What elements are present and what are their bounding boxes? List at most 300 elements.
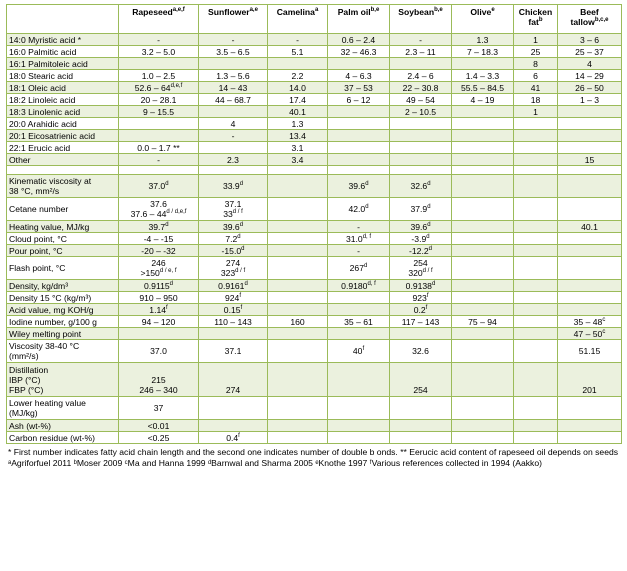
table-cell xyxy=(558,245,622,257)
column-header-ref: e xyxy=(491,7,495,14)
column-header-ref: b,e xyxy=(434,7,443,14)
cell-text: 37.0 xyxy=(148,181,166,191)
row-label xyxy=(7,175,119,198)
table-cell xyxy=(514,106,558,118)
cell-text: 160 xyxy=(290,316,305,327)
cell-text: 20:0 Arahidic acid xyxy=(9,118,77,129)
table-cell xyxy=(452,166,514,175)
column-header-ref: a,e,f xyxy=(172,7,185,14)
cell-text: Cloud point, °C xyxy=(9,233,67,244)
table-cell xyxy=(514,304,558,316)
column-header-ref: b,c,e xyxy=(594,17,609,24)
table-row xyxy=(7,70,622,82)
table-cell xyxy=(452,142,514,154)
table-cell xyxy=(268,363,328,397)
cell-text: 15 xyxy=(584,154,595,165)
table-cell xyxy=(452,304,514,316)
table-cell xyxy=(452,94,514,106)
table-cell xyxy=(514,34,558,46)
cell-text: 51.15 xyxy=(578,346,601,356)
cell-ref: d xyxy=(241,245,245,252)
table-cell xyxy=(199,340,268,363)
cell-ref: d xyxy=(365,181,369,188)
table-cell xyxy=(199,70,268,82)
table-cell xyxy=(390,420,452,432)
table-cell xyxy=(514,340,558,363)
cell-text: 0.6 – 2.4 xyxy=(341,34,376,45)
cell-text: 42.0 xyxy=(348,204,366,214)
table-cell xyxy=(558,106,622,118)
cell-text: 37 xyxy=(153,403,164,413)
cell-text: 2.4 – 6 xyxy=(407,70,434,81)
cell-text: 41 xyxy=(530,82,541,93)
table-row xyxy=(7,363,622,397)
row-label xyxy=(7,94,119,106)
cell-text: 924 xyxy=(224,292,240,303)
table-cell xyxy=(390,198,452,221)
column-header-0 xyxy=(7,5,119,34)
table-cell xyxy=(119,292,199,304)
table-cell xyxy=(199,175,268,198)
table-cell xyxy=(119,397,199,420)
cell-text: 7 – 18.3 xyxy=(466,46,499,57)
table-cell xyxy=(268,257,328,280)
table-cell xyxy=(328,340,390,363)
row-label xyxy=(7,233,119,245)
cell-text: 4 xyxy=(587,58,592,69)
cell-ref: f xyxy=(239,292,241,299)
cell-ref: d xyxy=(426,233,430,240)
cell-text: 16:0 Palmitic acid xyxy=(9,46,77,57)
cell-ref: d xyxy=(427,221,431,228)
cell-ref: f xyxy=(426,292,429,299)
table-cell xyxy=(558,118,622,130)
cell-text: Carbon residue (wt-%) xyxy=(9,432,95,443)
table-row xyxy=(7,316,622,328)
table-cell xyxy=(199,94,268,106)
table-cell xyxy=(452,118,514,130)
table-cell xyxy=(452,175,514,198)
table-cell xyxy=(558,233,622,245)
table-cell xyxy=(328,166,390,175)
cell-text: 32.6 xyxy=(412,346,429,356)
table-cell xyxy=(199,130,268,142)
column-header-6 xyxy=(452,5,514,34)
table-cell xyxy=(328,58,390,70)
cell-text: 1.0 – 2.5 xyxy=(141,70,176,81)
table-cell xyxy=(199,118,268,130)
cell-ref: d xyxy=(431,280,436,287)
column-header-label: Camelina xyxy=(276,7,315,17)
table-cell xyxy=(452,328,514,340)
table-cell xyxy=(514,257,558,280)
table-body xyxy=(7,34,622,444)
cell-text: 5.1 xyxy=(291,46,304,57)
table-cell xyxy=(390,432,452,444)
row-label xyxy=(7,154,119,166)
cell-text: - xyxy=(357,245,360,256)
table-cell xyxy=(452,245,514,257)
table-cell xyxy=(328,46,390,58)
cell-text: Density 15 °C (kg/m³) xyxy=(9,292,92,303)
table-cell xyxy=(452,292,514,304)
table-cell xyxy=(514,198,558,221)
table-cell xyxy=(328,175,390,198)
table-row xyxy=(7,118,622,130)
table-cell xyxy=(452,198,514,221)
table-cell xyxy=(452,316,514,328)
table-cell xyxy=(390,316,452,328)
table-cell xyxy=(558,221,622,233)
table-row xyxy=(7,82,622,94)
table-cell xyxy=(390,175,452,198)
cell-text: Acid value, mg KOH/g xyxy=(9,304,94,315)
table-cell xyxy=(119,221,199,233)
table-cell xyxy=(514,70,558,82)
cell-text: 18 xyxy=(530,94,541,105)
cell-ref: d,e,f xyxy=(170,82,183,89)
table-cell xyxy=(328,154,390,166)
table-row xyxy=(7,257,622,280)
table-row xyxy=(7,245,622,257)
table-cell xyxy=(514,166,558,175)
cell-text: 6 xyxy=(533,70,538,81)
table-row xyxy=(7,304,622,316)
column-header-5 xyxy=(390,5,452,34)
table-cell xyxy=(558,34,622,46)
cell-text: 201 xyxy=(582,384,597,395)
properties-table-wrap xyxy=(6,4,621,469)
table-cell xyxy=(328,292,390,304)
cell-ref: d, f xyxy=(367,280,376,287)
cell-text: 31.0 xyxy=(345,233,363,244)
table-cell xyxy=(390,82,452,94)
table-cell xyxy=(119,328,199,340)
table-cell xyxy=(119,175,199,198)
table-cell xyxy=(328,280,390,292)
table-row xyxy=(7,34,622,46)
table-cell xyxy=(390,58,452,70)
cell-text: 25 xyxy=(530,46,541,57)
row-label xyxy=(7,257,119,280)
table-cell xyxy=(452,221,514,233)
table-row xyxy=(7,154,622,166)
cell-text: Pour point, °C xyxy=(9,245,63,256)
cell-text: 1.3 xyxy=(291,118,304,129)
table-cell xyxy=(119,198,199,221)
table-cell xyxy=(199,142,268,154)
table-cell xyxy=(452,420,514,432)
table-cell xyxy=(268,118,328,130)
table-cell xyxy=(328,432,390,444)
table-cell xyxy=(328,70,390,82)
table-cell xyxy=(119,130,199,142)
cell-text: Heating value, MJ/kg xyxy=(9,221,90,232)
cell-text: 910 – 950 xyxy=(139,292,178,303)
cell-ref: d xyxy=(364,263,368,270)
table-cell xyxy=(199,363,268,397)
cell-ref: d xyxy=(165,181,169,188)
table-cell xyxy=(328,34,390,46)
cell-text: 246 >150 xyxy=(140,258,166,278)
table-cell xyxy=(514,221,558,233)
table-cell xyxy=(199,233,268,245)
row-label xyxy=(7,166,119,175)
table-cell xyxy=(390,142,452,154)
table-cell xyxy=(558,420,622,432)
cell-ref: d xyxy=(169,280,173,287)
table-cell xyxy=(558,328,622,340)
table-cell xyxy=(390,94,452,106)
row-label xyxy=(7,340,119,363)
cell-text: 4 – 6.3 xyxy=(345,70,372,81)
table-cell xyxy=(514,397,558,420)
cell-text: 20 – 28.1 xyxy=(140,94,177,105)
cell-text: -12.2 xyxy=(409,245,429,256)
cell-text: 1.3 xyxy=(476,34,489,45)
cell-text: 14.0 xyxy=(289,82,306,93)
cell-text: - xyxy=(157,34,160,45)
table-cell xyxy=(268,70,328,82)
column-header-label: Beef tallow xyxy=(570,7,599,27)
cell-ref: d xyxy=(427,181,431,188)
table-cell xyxy=(452,397,514,420)
cell-text: Other xyxy=(9,154,31,165)
table-cell xyxy=(452,70,514,82)
table-cell xyxy=(452,130,514,142)
table-cell xyxy=(119,304,199,316)
table-row xyxy=(7,292,622,304)
table-cell xyxy=(452,46,514,58)
table-cell xyxy=(119,142,199,154)
cell-text: 0.15 xyxy=(223,304,241,315)
table-cell xyxy=(390,340,452,363)
table-cell xyxy=(268,420,328,432)
table-cell xyxy=(199,292,268,304)
cell-text: 49 – 54 xyxy=(406,94,435,105)
row-label xyxy=(7,106,119,118)
cell-text: -20 – -32 xyxy=(141,245,176,256)
table-cell xyxy=(268,397,328,420)
column-header-3 xyxy=(268,5,328,34)
table-cell xyxy=(390,46,452,58)
table-cell xyxy=(514,420,558,432)
table-cell xyxy=(328,420,390,432)
table-cell xyxy=(558,304,622,316)
table-cell xyxy=(199,106,268,118)
column-header-ref: b,e xyxy=(370,7,380,14)
table-cell xyxy=(558,46,622,58)
table-cell xyxy=(119,166,199,175)
cell-text: 0.4 xyxy=(226,432,239,443)
column-header-label: Soybean xyxy=(398,7,435,17)
cell-text: 18:0 Stearic acid xyxy=(9,70,74,81)
table-cell xyxy=(199,58,268,70)
column-header-ref: a xyxy=(314,7,319,14)
cell-text: 110 – 143 xyxy=(214,316,252,327)
row-label xyxy=(7,82,119,94)
table-cell xyxy=(268,292,328,304)
table-cell xyxy=(268,233,328,245)
table-row xyxy=(7,106,622,118)
cell-ref: d, f xyxy=(362,233,372,240)
cell-text: 25 – 37 xyxy=(575,46,604,57)
table-cell xyxy=(328,82,390,94)
table-row xyxy=(7,420,622,432)
table-cell xyxy=(328,221,390,233)
table-row xyxy=(7,130,622,142)
cell-text: 40 xyxy=(352,346,363,356)
cell-text: 17.4 xyxy=(289,94,306,105)
table-cell xyxy=(268,154,328,166)
table-cell xyxy=(119,154,199,166)
table-cell xyxy=(268,221,328,233)
table-row xyxy=(7,58,622,70)
cell-text: 0.2 xyxy=(413,304,426,315)
table-cell xyxy=(328,316,390,328)
table-cell xyxy=(558,142,622,154)
table-cell xyxy=(558,432,622,444)
cell-text: Iodine number, g/100 g xyxy=(9,316,97,327)
table-cell xyxy=(558,166,622,175)
table-cell xyxy=(558,70,622,82)
table-cell xyxy=(558,340,622,363)
table-cell xyxy=(328,118,390,130)
table-cell xyxy=(558,363,622,397)
cell-text: - xyxy=(357,221,360,232)
table-cell xyxy=(199,198,268,221)
table-cell xyxy=(199,154,268,166)
cell-ref: f xyxy=(362,346,365,353)
column-header-label: Chicken fat xyxy=(518,7,553,27)
table-cell xyxy=(390,34,452,46)
cell-text: 18:2 Linoleic acid xyxy=(9,94,76,105)
table-cell xyxy=(268,328,328,340)
table-cell xyxy=(268,106,328,118)
cell-text: 0.9138 xyxy=(405,280,432,291)
table-cell xyxy=(119,363,199,397)
table-cell xyxy=(390,280,452,292)
cell-text: 0.9161 xyxy=(218,280,245,291)
cell-text: 3 – 6 xyxy=(579,34,600,45)
cell-text: <0.25 xyxy=(147,432,170,443)
cell-text: 32 – 46.3 xyxy=(340,46,377,57)
row-label xyxy=(7,70,119,82)
cell-text: 14 – 43 xyxy=(218,82,248,93)
cell-text: 0.9180 xyxy=(341,280,368,291)
cell-text: 40.1 xyxy=(581,221,598,232)
table-cell xyxy=(558,280,622,292)
table-cell xyxy=(119,340,199,363)
table-cell xyxy=(452,34,514,46)
table-cell xyxy=(514,363,558,397)
table-cell xyxy=(514,280,558,292)
cell-ref: d xyxy=(428,245,432,252)
table-cell xyxy=(328,233,390,245)
row-label xyxy=(7,118,119,130)
cell-text: 37 – 53 xyxy=(344,82,373,93)
cell-text: 3.4 xyxy=(291,154,304,165)
cell-ref: d xyxy=(365,204,369,211)
cell-text: - xyxy=(296,34,299,45)
cell-ref: d / e, f xyxy=(159,268,177,275)
column-header-2 xyxy=(199,5,268,34)
table-cell xyxy=(199,397,268,420)
cell-text: 14:0 Myristic acid * xyxy=(9,34,82,45)
cell-ref: d xyxy=(165,221,169,228)
table-cell xyxy=(199,432,268,444)
table-cell xyxy=(558,316,622,328)
table-cell xyxy=(514,432,558,444)
table-cell xyxy=(390,118,452,130)
row-label xyxy=(7,221,119,233)
row-label xyxy=(7,198,119,221)
cell-text: 254 320 xyxy=(408,258,428,278)
cell-text: <0.01 xyxy=(147,420,170,431)
cell-text: Lower heating value (MJ/kg) xyxy=(9,398,86,418)
cell-ref: c xyxy=(602,316,606,323)
table-cell xyxy=(558,397,622,420)
cell-ref: d / f xyxy=(422,268,433,275)
cell-ref: d / f xyxy=(235,268,246,275)
table-cell xyxy=(268,58,328,70)
table-cell xyxy=(328,106,390,118)
cell-text: 9 – 15.5 xyxy=(142,106,175,117)
cell-text: 2.2 xyxy=(291,70,304,81)
column-header-7 xyxy=(514,5,558,34)
table-cell xyxy=(558,58,622,70)
table-cell xyxy=(558,198,622,221)
cell-text: 55.5 – 84.5 xyxy=(460,82,504,93)
table-cell xyxy=(199,34,268,46)
table-cell xyxy=(199,316,268,328)
footnotes: * First number indicates fatty acid chain length and the second one indicates number of double b onds. ** Eerucic acid content of rapeseed oil depends on seeds ᵃAgriforfuel 2011 ᵇMoser 2009 ᶜMa and Hanna 1999 ᵈBarnwal and Sharma 2005 ᵉKnothe 1997 ᶠVarious references collected in 1994 (Aakko) xyxy=(8,447,619,468)
table-cell xyxy=(268,175,328,198)
row-label xyxy=(7,432,119,444)
cell-ref: d xyxy=(244,280,248,287)
table-cell xyxy=(558,130,622,142)
table-cell xyxy=(268,142,328,154)
cell-text: 14 – 29 xyxy=(575,70,604,81)
row-label xyxy=(7,46,119,58)
cell-text: 40.1 xyxy=(289,106,306,117)
cell-text: Flash point, °C xyxy=(9,263,66,273)
table-cell xyxy=(452,280,514,292)
table-cell xyxy=(514,316,558,328)
cell-text: 1.3 – 5.6 xyxy=(216,70,250,81)
table-cell xyxy=(558,292,622,304)
cell-text: Distillation IBP (°C) FBP (°C) xyxy=(9,364,49,395)
cell-text: - xyxy=(419,34,422,45)
cell-text: - xyxy=(157,154,160,165)
cell-ref: d / f xyxy=(232,209,243,216)
table-cell xyxy=(119,257,199,280)
cell-text: 7.2 xyxy=(225,233,238,244)
table-cell xyxy=(514,82,558,94)
table-cell xyxy=(328,397,390,420)
table-cell xyxy=(514,245,558,257)
table-row xyxy=(7,46,622,58)
cell-text: 1 xyxy=(533,34,538,45)
table-cell xyxy=(268,198,328,221)
table-cell xyxy=(199,420,268,432)
table-cell xyxy=(514,130,558,142)
column-header-label: Olive xyxy=(470,7,492,17)
table-cell xyxy=(558,175,622,198)
table-cell xyxy=(328,94,390,106)
table-cell xyxy=(390,106,452,118)
cell-text: 215 246 – 340 xyxy=(139,374,178,395)
